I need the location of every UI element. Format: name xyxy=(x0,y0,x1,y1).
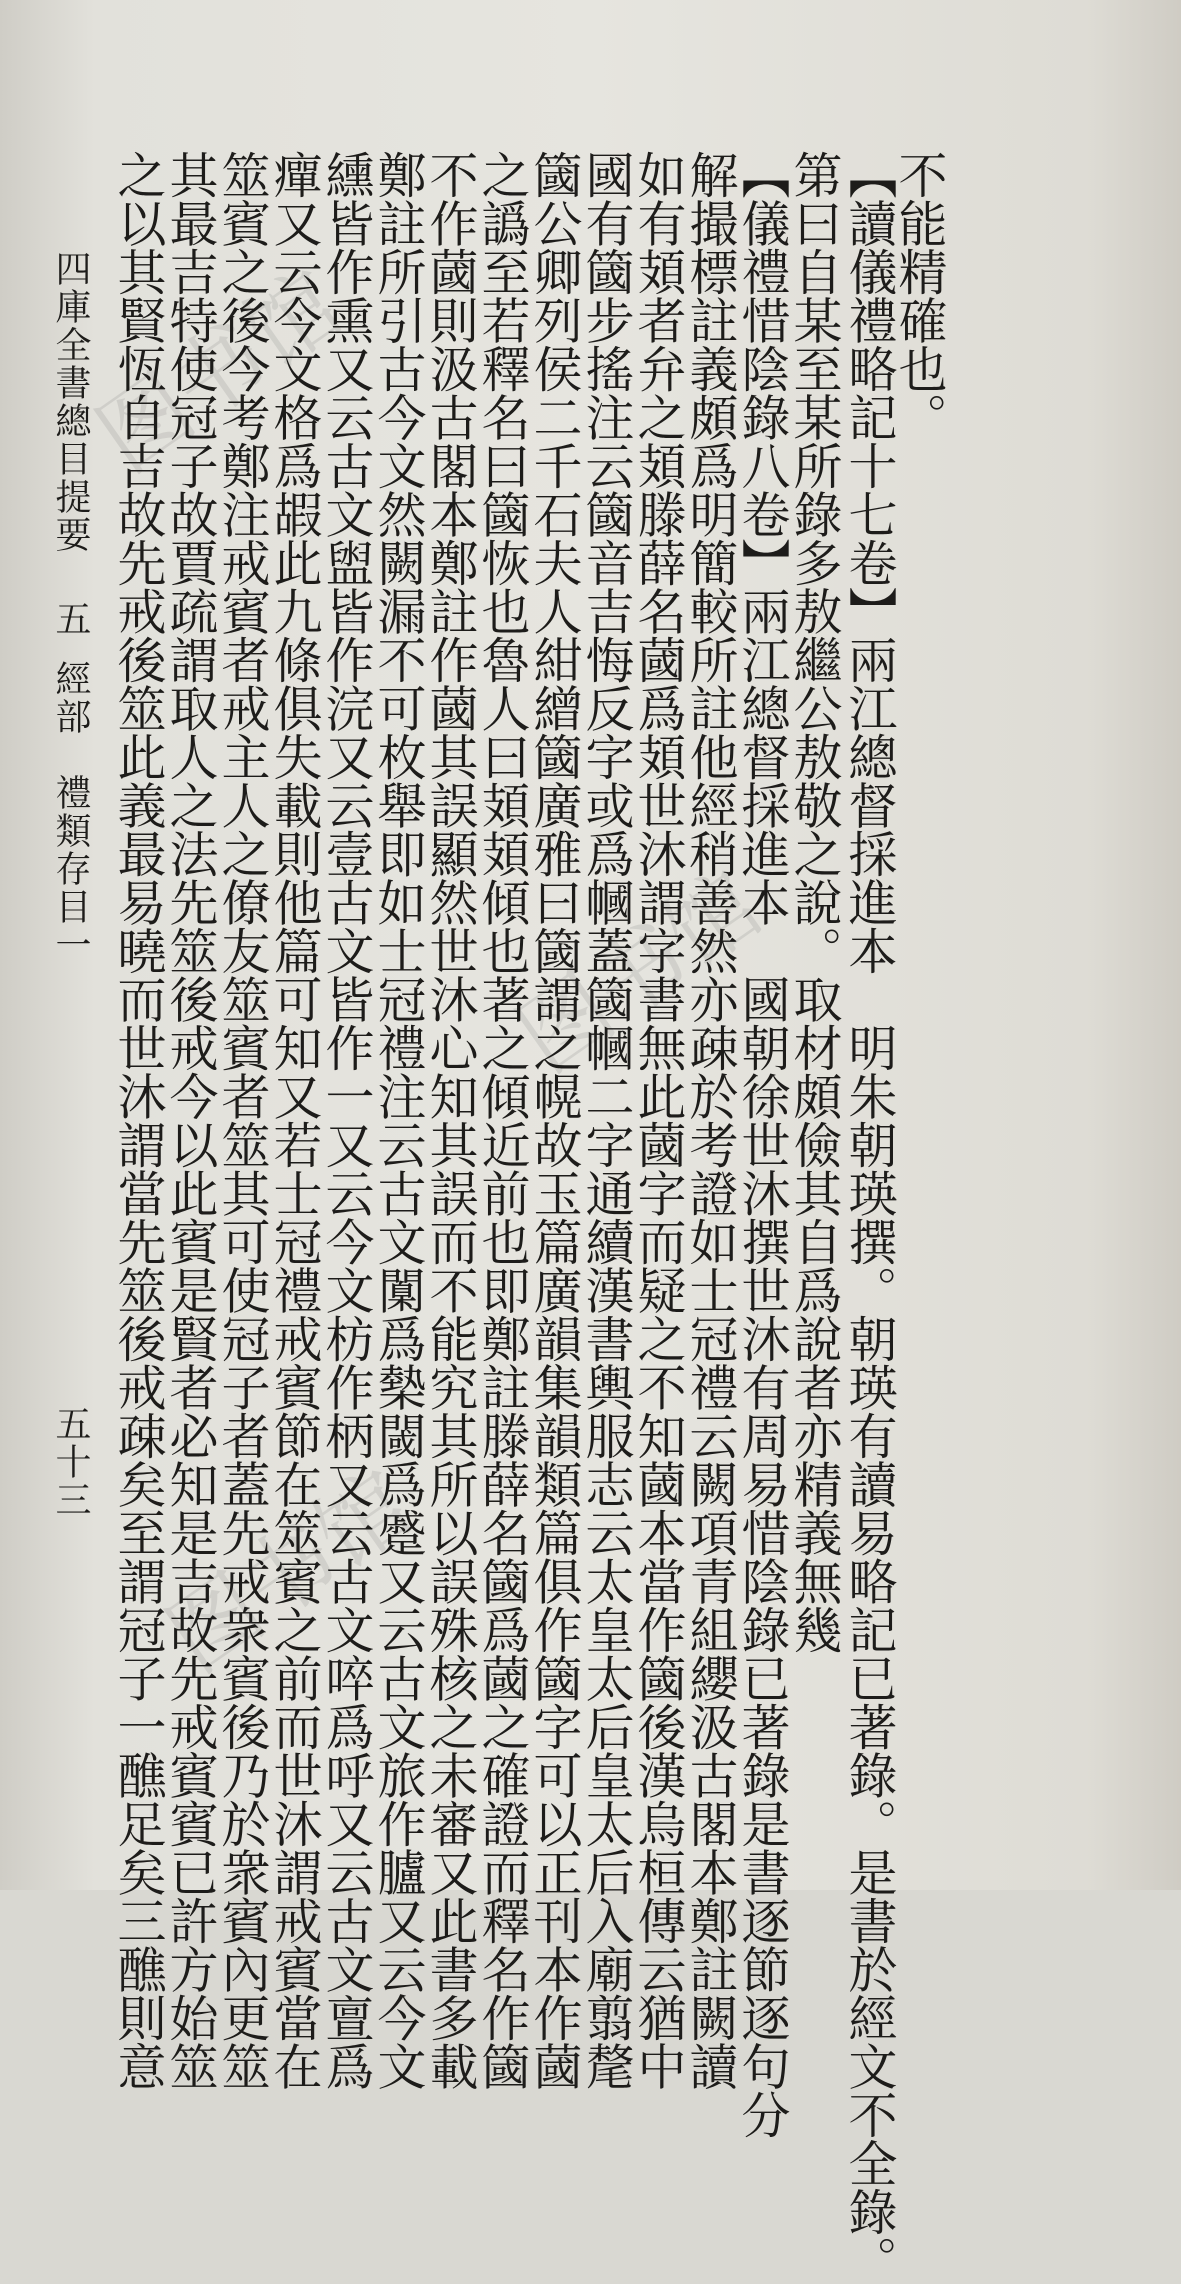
watermark: 图书馆 xyxy=(499,851,781,1093)
watermark: 图书馆 xyxy=(79,251,361,493)
text-column: 【讀儀禮略記十七卷】兩江總督採進本 明朱朝瑛撰。朝瑛有讀易略記已著錄。是書於經文不全錄。 xyxy=(841,150,898,2284)
book-title: 四庫全書總目提要 xyxy=(50,250,91,554)
text-column: 解撮標註義頗爲明簡較所註他經稍善然亦疎於考證如士冠禮云闕項青組纓汲古閣本鄭註闕讀 xyxy=(682,150,739,2090)
volume-number: 五 xyxy=(50,600,91,638)
page-number: 五十三 xyxy=(50,1405,91,1519)
text-column: 纁皆作熏又云古文盥皆作浣又云壹古文皆作一又云今文枋作柄又云古文啐爲呼又云古文亶爲 xyxy=(318,150,375,2090)
text-column: 之譌至若釋名曰簂恢也魯人曰頍頍傾也著之傾近前也即鄭註滕薛名簂爲蔮之確證而釋名作簂 xyxy=(474,150,531,2090)
text-column: 不能精確也。 xyxy=(891,150,948,441)
text-column: 鄭註所引古今文然闕漏不可枚舉即如士冠禮注云古文闑爲槷閾爲蹙又云古文旅作臚又云今文 xyxy=(370,150,427,2090)
text-column: 之以其賢恆自吉故先戒後筮此義最易曉而世沐謂當先筮後戒疎矣至謂冠子一醮足矣三醮則意 xyxy=(110,150,167,2090)
text-column: 其最吉特使冠子故賈疏謂取人之法先筮後戒今以此賓是賢者必知是吉故先戒賓賓已許方始筮 xyxy=(162,150,219,2090)
watermark: 图书馆 xyxy=(149,1451,431,1693)
text-column: 筮賓之後今考鄭注戒賓者戒主人之僚友筮賓者筮其可使冠子者蓋先戒衆賓後乃於衆賓內更筮 xyxy=(214,150,271,2090)
text-column: 簂公卿列侯二千石夫人紺繒簂廣雅曰簂謂之幌故玉篇廣韻集韻類篇俱作簂字可以正刊本作蔮 xyxy=(526,150,583,2090)
text-column: 不作蔮則汲古閣本鄭註作蔮其誤顯然世沐心知其誤而不能究其所以誤殊核之未審又此書多載 xyxy=(422,150,479,2090)
text-column: 癉又云今文格爲嘏此九條俱失載則他篇可知又若士冠禮戒賓節在筮賓之前而世沐謂戒賓當在 xyxy=(266,150,323,2090)
text-column: 國有簂步搖注云簂音吉悔反字或爲幗蓋簂幗二字通續漢書輿服志云太皇太后皇太后入廟翦氂 xyxy=(578,150,635,2090)
text-column: 第曰自某至某所錄多敖繼公敖敬之說。取材頗儉其自爲說者亦精義無幾 xyxy=(786,150,843,1654)
section-title: 經部 禮類存目一 xyxy=(50,660,91,964)
text-column: 如有頍者弁之頍滕薛名蔮爲頍世沐謂字書無此蔮字而疑之不知蔮本當作簂後漢烏桓傳云猶中 xyxy=(630,150,687,2090)
text-column: 【儀禮惜陰錄八卷】兩江總督採進本 國朝徐世沐撰世沐有周易惜陰錄已著錄是書逐節逐句分 xyxy=(734,150,791,2139)
